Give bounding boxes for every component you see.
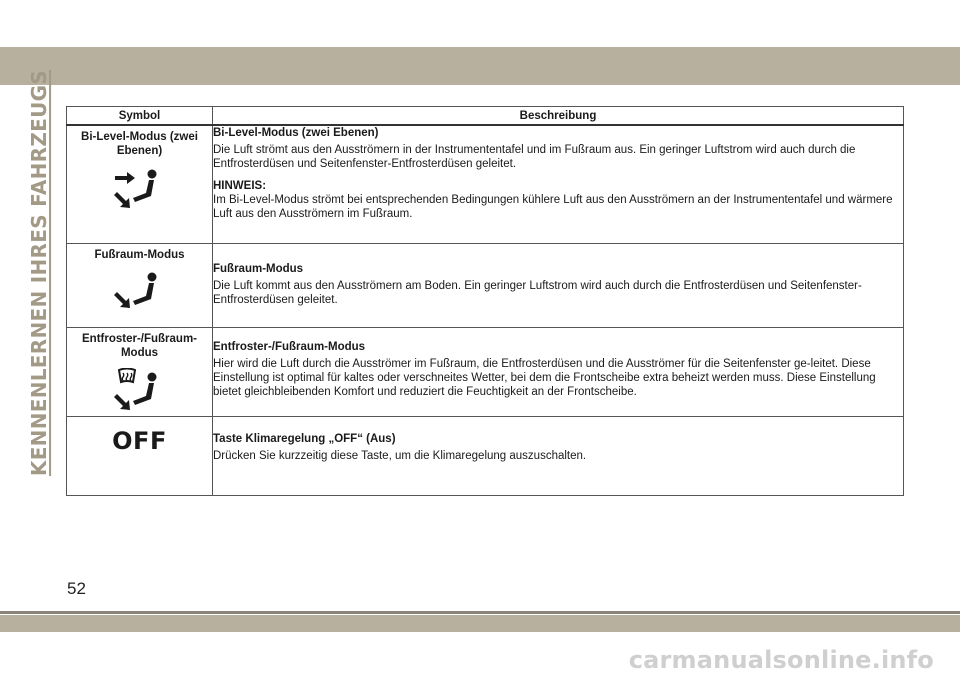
description-cell <box>213 125 904 243</box>
symbol-cell <box>67 327 213 416</box>
mode-title: Fußraum-Modus <box>213 262 304 275</box>
table-row <box>67 125 904 243</box>
climate-mode-table <box>66 106 904 496</box>
bi-level-airflow-icon <box>67 166 212 214</box>
top-decorative-band <box>0 47 960 85</box>
floor-airflow-icon <box>67 270 212 314</box>
bottom-decorative-band <box>0 615 960 632</box>
symbol-label: Fußraum-Modus <box>94 248 185 261</box>
off-button-symbol: OFF <box>112 426 167 455</box>
mode-title: Taste Klimaregelung „OFF“ (Aus) <box>213 432 396 445</box>
symbol-cell <box>67 243 213 327</box>
description-cell <box>213 327 904 416</box>
defrost-floor-airflow-icon <box>67 368 212 416</box>
symbol-label: Entfroster-/Fußraum-Modus <box>82 332 197 359</box>
mode-title: Entfroster-/Fußraum-Modus <box>213 340 366 353</box>
table-row <box>67 327 904 416</box>
mode-description: Die Luft strömt aus den Ausströmern in der Instrumententafel und im Fußraum aus. Ein geringer Luftstrom wird auch durch die Entfrosterdüsen und Seitenfenster-Entfrosterdüsen geleitet. <box>213 144 856 170</box>
note-text: Im Bi-Level-Modus strömt bei entsprechenden Bedingungen kühlere Luft aus den Ausströmern an der Instrumententafel und wärmere Luft aus den Ausströmern im Fußraum. <box>213 194 893 220</box>
symbol-cell <box>67 416 213 495</box>
table-header-row <box>67 107 904 126</box>
header-description: Beschreibung <box>213 107 904 126</box>
mode-description: Drücken Sie kurzzeitig diese Taste, um die Klimaregelung auszuschalten. <box>213 449 587 462</box>
table-row <box>67 416 904 495</box>
note-label: HINWEIS: <box>213 180 267 192</box>
symbol-label: Bi-Level-Modus (zwei Ebenen) <box>81 131 198 157</box>
page-number: 52 <box>67 579 86 598</box>
header-symbol: Symbol <box>67 107 213 126</box>
chapter-side-heading: KENNENLERNEN IHRES FAHRZEUGS <box>27 69 52 477</box>
mode-description: Die Luft kommt aus den Ausströmern am Boden. Ein geringer Luftstrom wird auch durch die Entfrosterdüsen und Seitenfenster-Entfrosterdüsen geleitet. <box>213 279 862 306</box>
mode-description: Hier wird die Luft durch die Ausströmer im Fußraum, die Entfrosterdüsen und die Ausströmer für die Seitenfenster ge-leitet. Diese Einstellung ist optimal für kaltes oder verschneites Wetter, bei dem die Frontscheibe extra beheizt werden muss. Diese Einstellung bietet gleichbleibenden Komfort und reduziert die Feuchtigkeit an der Frontscheibe. <box>213 357 876 398</box>
symbol-cell <box>67 125 213 243</box>
table-row <box>67 243 904 327</box>
mode-title: Bi-Level-Modus (zwei Ebenen) <box>213 127 379 139</box>
watermark: carmanualsonline.info <box>628 646 934 674</box>
bottom-divider <box>0 611 960 614</box>
description-cell <box>213 416 904 495</box>
description-cell <box>213 243 904 327</box>
